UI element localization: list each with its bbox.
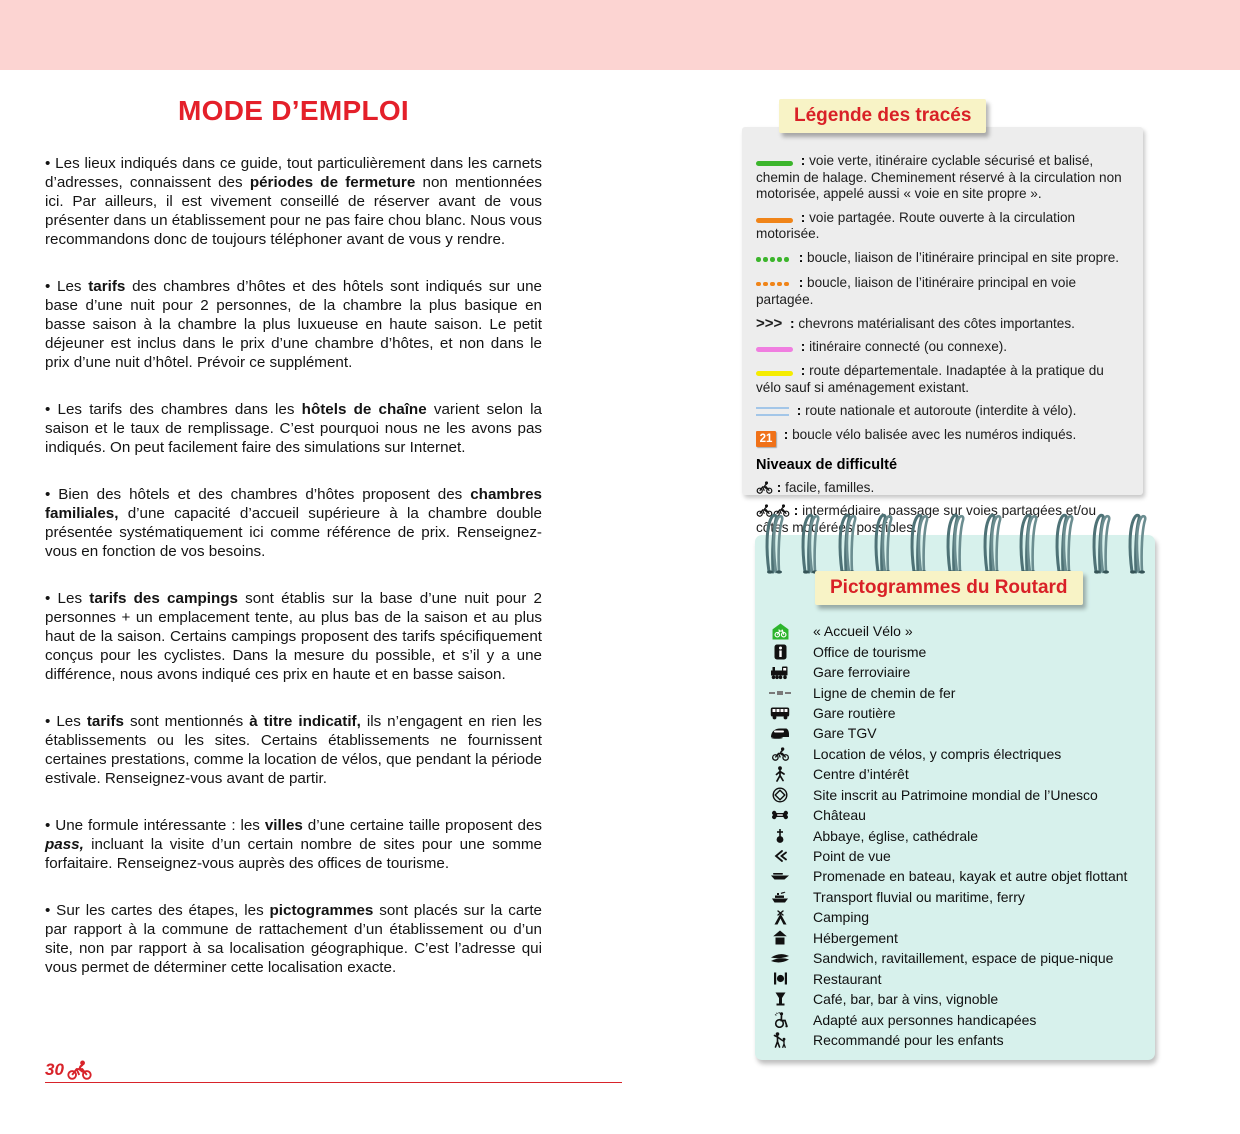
pictogram-row bbox=[765, 907, 1147, 927]
pictogram-row bbox=[765, 641, 1147, 661]
pictogram-row bbox=[765, 723, 1147, 743]
legend-header-label: Légende des tracés bbox=[794, 105, 972, 126]
sandwich-icon bbox=[765, 953, 795, 964]
spiral-coil bbox=[872, 510, 893, 578]
legend-box bbox=[742, 127, 1143, 535]
paragraph: • Les tarifs des campings sont établis sur la base d’une nuit pour 2 personnes + un emplacement tente, au plus bas de la saison et au plus haut de la saison. Certains campings proposent des tarifs spécifiquement conçus pour les cyclistes. Dans la mesure du possible, et s’il y a une différence, nous avons indiqué ces prix en haute et en basse saison. bbox=[45, 590, 542, 683]
spiral-coil bbox=[944, 510, 965, 578]
kids-icon bbox=[765, 1032, 795, 1048]
pictogram-row bbox=[765, 968, 1147, 988]
pictogram-label: Location de vélos, y compris électriques bbox=[813, 745, 1062, 762]
spiral-coil bbox=[1126, 510, 1147, 578]
legend-item: : route nationale et autoroute (interdite à vélo). bbox=[756, 403, 1131, 420]
pictogram-label: Transport fluvial ou maritime, ferry bbox=[813, 888, 1025, 905]
camping-icon bbox=[765, 910, 795, 925]
spiral-coil bbox=[1053, 510, 1074, 578]
pictogram-label: Abbaye, église, cathédrale bbox=[813, 827, 978, 844]
tgv-station-icon bbox=[765, 727, 795, 739]
footer-rule bbox=[45, 1082, 622, 1083]
castle-icon bbox=[765, 810, 795, 820]
pictogram-label: Restaurant bbox=[813, 970, 882, 987]
paragraph: • Les lieux indiqués dans ce guide, tout particulièrement dans les carnets d’adresses, connaissent des périodes de fermeture non mentionnées ici. Par ailleurs, il est vivement conseillé de réserver avant de vous présenter dans un établissement pour ne pas faire chou blanc. Nous vous recommandons donc de toujours téléphoner avant de vous y rendre. bbox=[45, 155, 542, 248]
pictogram-list bbox=[765, 621, 1147, 1050]
bus-station-icon bbox=[765, 706, 795, 720]
difficulty-title: Niveaux de difficulté bbox=[756, 456, 898, 473]
pictogram-label: Château bbox=[813, 807, 866, 824]
tourist-office-icon bbox=[765, 644, 795, 660]
paragraph: • Les tarifs sont mentionnés à titre indicatif, ils n’engagent en rien les établissements ou les sites. Certains établissements ne fournissent certaines prestations, comme la location de vélos, que pendant la période estivale. Renseignez-vous avant de partir. bbox=[45, 713, 542, 787]
orange-dotted-line-symbol bbox=[756, 276, 791, 293]
pictogram-row bbox=[765, 662, 1147, 682]
legend-item: : itinéraire connecté (ou connexe). bbox=[756, 339, 1131, 356]
lodging-icon bbox=[765, 930, 795, 945]
pictograms-header bbox=[815, 571, 1083, 605]
wine-bar-icon bbox=[765, 992, 795, 1007]
legend-items bbox=[756, 153, 1131, 447]
spiral-binding bbox=[763, 510, 1147, 578]
pictogram-row bbox=[765, 846, 1147, 866]
difficulty-level: : facile, familles. bbox=[756, 480, 1131, 497]
pictogram-label: Centre d’intérêt bbox=[813, 766, 909, 783]
pictogram-label: Adapté aux personnes handicapées bbox=[813, 1011, 1037, 1028]
yellow-line-symbol bbox=[756, 371, 793, 376]
pictogram-row bbox=[765, 887, 1147, 907]
pictogram-row bbox=[765, 866, 1147, 886]
pictogram-label: Sandwich, ravitaillement, espace de pique-nique bbox=[813, 950, 1114, 967]
cyclist-icon bbox=[756, 480, 773, 495]
difficulty-level: : intermédiaire, passage sur voies partagées et/ou côtes modérées possibles. bbox=[756, 503, 1097, 535]
paragraph: • Les tarifs des chambres d’hôtes et des hôtels sont indiqués sur une base d’une nuit pour 2 personnes, de la chambre la plus basique en basse saison à la chambre la plus luxueuse en haute saison. Le petit déjeuner est inclus dans le prix d’une chambre d’hôtes, et non dans le prix d’une nuit d’hôtel. Prévoir ce supplément. bbox=[45, 278, 542, 371]
pictogram-label: Camping bbox=[813, 909, 870, 926]
legend-item: 21 : boucle vélo balisée avec les numéros indiqués. bbox=[756, 427, 1131, 447]
pictogram-row bbox=[765, 703, 1147, 723]
numbered-loop-badge-symbol: 21 bbox=[756, 431, 776, 447]
body-text bbox=[45, 154, 542, 977]
main-column bbox=[45, 95, 542, 1005]
pictogram-row bbox=[765, 989, 1147, 1009]
pictogram-label: Gare TGV bbox=[813, 725, 877, 742]
point-of-interest-icon bbox=[765, 766, 795, 782]
train-station-icon bbox=[765, 665, 795, 680]
spiral-coil bbox=[799, 510, 820, 578]
accueil-velo-icon bbox=[765, 623, 795, 640]
restaurant-icon bbox=[765, 972, 795, 985]
spiral-coil bbox=[763, 510, 784, 578]
cyclist-icon bbox=[64, 1062, 93, 1079]
spiral-coil bbox=[981, 510, 1002, 578]
pictogram-label: Point de vue bbox=[813, 848, 891, 865]
pictogram-label: Hébergement bbox=[813, 929, 898, 946]
paragraph: • Bien des hôtels et des chambres d’hôtes proposent des chambres familiales, d’une capacité d’accueil supérieure à la chambre double présentée systématiquement ici comme référence de prix. Renseignez-vous en fonction de vos besoins. bbox=[45, 486, 542, 560]
paragraph: • Les tarifs des chambres dans les hôtels de chaîne varient selon la saison et le taux de remplissage. C’est pourquoi nous ne les avons pas indiqués. On peut facilement faire des simulations sur Internet. bbox=[45, 401, 542, 456]
legend-item: : voie partagée. Route ouverte à la circulation motorisée. bbox=[756, 209, 1076, 242]
pictogram-row bbox=[765, 825, 1147, 845]
pictogram-row bbox=[765, 682, 1147, 702]
pictogram-label: Café, bar, bar à vins, vignoble bbox=[813, 991, 999, 1008]
page-footer bbox=[45, 1060, 622, 1092]
legend-item: : boucle, liaison de l’itinéraire principal en site propre. bbox=[756, 250, 1131, 268]
pictograms-header-label: Pictogrammes du Routard bbox=[830, 577, 1068, 598]
pictogram-row bbox=[765, 805, 1147, 825]
unesco-site-icon bbox=[765, 787, 795, 803]
pictogram-row bbox=[765, 785, 1147, 805]
pictogram-row bbox=[765, 1009, 1147, 1029]
spiral-coil bbox=[908, 510, 929, 578]
paragraph: • Une formule intéressante : les villes d’une certaine taille proposent des pass, incluant la visite d’un certain nombre de sites pour une somme forfaitaire. Renseignez-vous auprès des offices de tourisme. bbox=[45, 817, 543, 872]
spiral-coil bbox=[836, 510, 857, 578]
chevrons-symbol: >>> bbox=[756, 314, 783, 332]
legend-item: : route départementale. Inadaptée à la pratique du vélo sauf si aménagement existant. bbox=[756, 362, 1104, 395]
legend-item: : voie verte, itinéraire cyclable sécurisé et balisé, chemin de halage. Cheminement réservé à la circulation non motorisée, appelé aussi « voie en site propre ». bbox=[756, 153, 1122, 202]
orange-line-symbol bbox=[756, 218, 793, 223]
legend-header bbox=[779, 99, 986, 133]
pictogram-label: Ligne de chemin de fer bbox=[813, 684, 956, 701]
paragraph: • Sur les cartes des étapes, les pictogrammes sont placés sur la carte par rapport à la commune de rattachement d’un établissement ou d’un site, non par rapport à sa localisation géographique. C’est l’adresse qui vous permet de déterminer cette localisation exacte. bbox=[45, 902, 542, 976]
viewpoint-icon bbox=[765, 849, 795, 863]
page-number: 30 bbox=[45, 1060, 64, 1079]
green-line-symbol bbox=[756, 161, 793, 166]
pictogram-row bbox=[765, 1030, 1147, 1050]
pictogram-label: Recommandé pour les enfants bbox=[813, 1031, 1004, 1048]
header-band bbox=[0, 0, 1240, 70]
spiral-coil bbox=[1090, 510, 1111, 578]
pictogram-row bbox=[765, 928, 1147, 948]
blue-double-line-symbol bbox=[756, 407, 789, 416]
pictogram-row bbox=[765, 948, 1147, 968]
page-title: MODE D’EMPLOI bbox=[177, 95, 410, 126]
pictogram-row bbox=[765, 764, 1147, 784]
pink-line-symbol bbox=[756, 347, 793, 352]
church-icon bbox=[765, 828, 795, 844]
legend-item: >>> : chevrons matérialisant des côtes importantes. bbox=[756, 314, 1075, 332]
green-dotted-line-symbol bbox=[756, 251, 791, 268]
pictogram-row bbox=[765, 744, 1147, 764]
boat-icon bbox=[765, 870, 795, 882]
pictogram-label: Gare routière bbox=[813, 704, 896, 721]
pictogram-label: Site inscrit au Patrimoine mondial de l’Unesco bbox=[813, 786, 1098, 803]
ferry-icon bbox=[765, 890, 795, 904]
pictogram-label: Promenade en bateau, kayak et autre objet flottant bbox=[813, 868, 1128, 885]
pictogram-label: Gare ferroviaire bbox=[813, 664, 911, 681]
pictogram-label: Office de tourisme bbox=[813, 643, 927, 660]
spiral-coil bbox=[1017, 510, 1038, 578]
railway-line-icon bbox=[765, 690, 795, 696]
pictogram-row bbox=[765, 621, 1147, 641]
pictogram-label: « Accueil Vélo » bbox=[813, 623, 913, 640]
accessible-icon bbox=[765, 1012, 795, 1028]
legend-item: : boucle, liaison de l’itinéraire principal en voie partagée. bbox=[756, 274, 1077, 308]
bike-rental-icon bbox=[765, 747, 795, 761]
